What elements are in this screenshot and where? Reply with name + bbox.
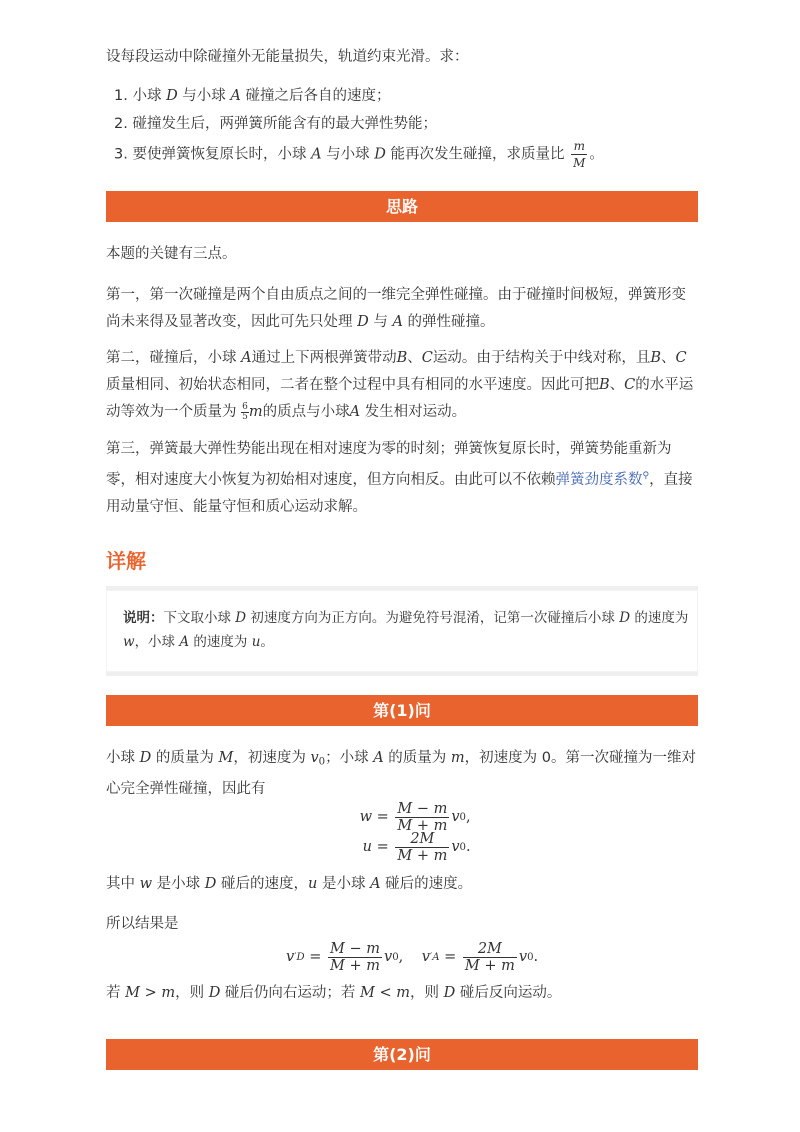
section-header-q1: 第(1)问 [106,695,698,726]
note-box [106,586,698,676]
silu-paragraph-2: 第二，碰撞后，小球 A通过上下两根弹簧带动B、C运动。由于结构关于中线对称，且B、C 质量相同、初始状态相同，二者在整个过程中具有相同的水平速度。因此可把B、C的水平运动等效为一个质量为 $\frac{6}{5}$ m的质点与小球A 发生相对运动。 [106,350,694,422]
equation-result: v ′ D = $\frac{M - m}{M + m}$ v 0 , v ′ A = $\frac{2M}{M + m}$ v 0 . [286,940,539,974]
q1-paragraph-4: 若 M > m，则 D 碰后仍向右运动；若 M < m，则 D 碰后反向运动。 [106,985,562,1001]
q1-paragraph-1: 小球 D 的质量为 M，初速度为 $v_0$；小球 A 的质量为 m，初速度为 0。第一次碰撞为一维对心完全弹性碰撞，因此有 [106,750,696,797]
section-header-q2: 第(2)问 [106,1039,698,1070]
section-title-xiangjie: 详解 [106,549,146,573]
search-icon[interactable]: ⚲ [642,471,650,481]
question-2: 2. 碰撞发生后，两弹簧所能含有的最大弹性势能； [114,116,437,132]
note-text: 说明：下文取小球 D 初速度方向为正方向。为避免符号混淆，记第一次碰撞后小球 D 的速度为 w，小球 A 的速度为 u。 [123,610,689,650]
silu-paragraph-1: 第一，第一次碰撞是两个自由质点之间的一维完全弹性碰撞。由于碰撞时间极短，弹簧形变尚未来得及显著改变，因此可先只处理 D 与 A 的弹性碰撞。 [106,287,686,330]
equation-block-2 [286,942,616,972]
question-3: 3. 要使弹簧恢复原长时，小球 A 与小球 D 能再次发生碰撞，求质量比 $\frac{m}{M}$ 。 [114,139,604,170]
section-header-silu: 思路 [106,191,698,222]
silu-paragraph-3: 第三，弹簧最大弹性势能出现在相对速度为零的时刻；弹簧恢复原长时，弹簧势能重新为零，相对速度大小恢复为初始相对速度，但方向相反。由此可以不依赖弹簧劲度系数⚲，直接用动量守恒、能量守恒和质心运动求解。 [106,441,693,515]
q1-paragraph-3: 所以结果是 [106,916,179,932]
intro-text: 设每段运动中除碰撞外无能量损失，轨道约束光滑。求： [106,49,469,65]
question-1: 1. 小球 D 与小球 A 碰撞之后各自的速度； [114,88,391,104]
equation-w: w = $\frac{M - m}{M + m}$ v 0 , [359,800,471,834]
silu-paragraph-0: 本题的关键有三点。 [106,246,237,262]
spring-constant-link[interactable]: 弹簧劲度系数 [555,471,643,488]
equation-u: u = $\frac{2M}{M + m}$ v 0 . [362,830,471,864]
q1-paragraph-2: 其中 w 是小球 D 碰后的速度，u 是小球 A 碰后的速度。 [106,876,473,892]
equation-block-1 [350,802,570,862]
